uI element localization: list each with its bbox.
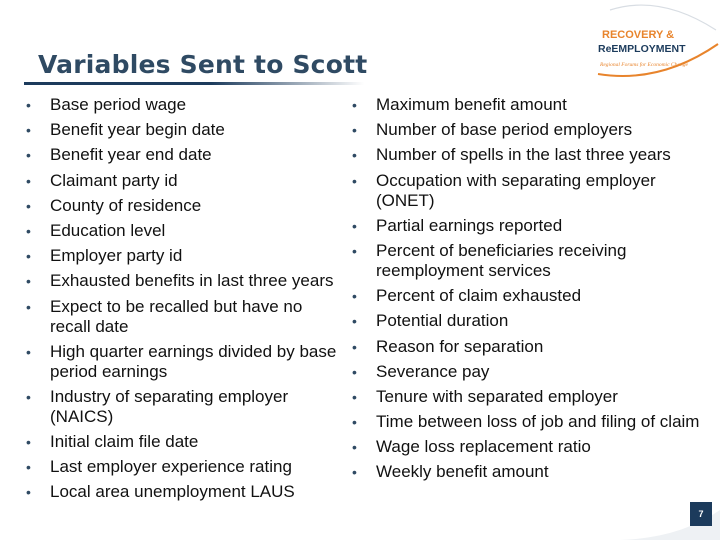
list-item-text: Exhausted benefits in last three years [50,271,334,291]
list-item-text: Percent of beneficiaries receiving reemployment services [376,240,627,280]
list-item [24,95,344,115]
bullet-icon: • [26,122,31,139]
bullet-icon: • [26,248,31,265]
list-item [350,337,715,357]
bullet-icon: • [26,484,31,501]
bullet-icon: • [26,172,31,189]
bullet-icon: • [26,434,31,451]
logo-line1: RECOVERY & [602,29,675,41]
bullet-icon: • [26,222,31,239]
bullet-icon: • [352,172,357,189]
bullet-icon: • [352,338,357,355]
bullet-icon: • [26,343,31,360]
list-item [350,462,715,482]
bullet-icon: • [26,298,31,315]
list-item [24,342,344,382]
list-item-text: Wage loss replacement ratio [376,437,591,457]
list-item [24,145,344,165]
list-item-text: Time between loss of job and filing of claim [376,412,700,432]
list-item [350,437,715,457]
list-item-text: Number of spells in the last three years [376,145,671,165]
list-item [24,271,344,291]
bullet-icon: • [352,388,357,405]
list-item [24,246,344,266]
list-item [24,297,344,337]
title-underline [24,82,364,85]
list-item-text: Industry of separating employer (NAICS) [50,386,289,426]
bullet-icon: • [26,388,31,405]
list-item-text: Percent of claim exhausted [376,286,582,306]
right-variable-list [350,95,715,488]
list-item-text: Benefit year end date [50,145,212,165]
list-item-text: Local area unemployment LAUS [50,482,295,502]
list-item-text: High quarter earnings divided by base period earnings [50,341,337,381]
list-item-text: Benefit year begin date [50,120,225,140]
bullet-icon: • [352,439,357,456]
logo-line2: ReEMPLOYMENT [598,43,686,55]
list-item-text: Expect to be recalled but have no recall date [50,296,303,336]
bullet-icon: • [352,313,357,330]
list-item [350,120,715,140]
list-item [24,221,344,241]
list-item [24,196,344,216]
list-item-text: County of residence [50,195,202,215]
bullet-icon: • [352,217,357,234]
recovery-reemployment-logo [590,0,720,82]
list-item [350,362,715,382]
list-item [24,387,344,427]
list-item-text: Claimant party id [50,170,178,190]
list-item-text: Employer party id [50,246,183,266]
list-item-text: Severance pay [376,361,490,381]
list-item-text: Number of base period employers [376,120,633,140]
list-item-text: Tenure with separated employer [376,386,618,406]
bullet-icon: • [352,414,357,431]
list-item-text: Base period wage [50,95,187,114]
list-item [350,95,715,115]
list-item-text: Potential duration [376,311,509,331]
list-item [350,216,715,236]
list-item [350,171,715,211]
list-item-text: Weekly benefit amount [376,462,549,482]
bullet-icon: • [26,273,31,290]
bullet-icon: • [26,147,31,164]
list-item [24,171,344,191]
list-item [24,482,344,502]
list-item [350,145,715,165]
bullet-icon: • [352,464,357,481]
list-item-text: Initial claim file date [50,432,199,452]
list-item-text: Maximum benefit amount [376,95,567,114]
bullet-icon: • [352,97,357,113]
list-item [24,432,344,452]
logo-tagline: Regional Forums for Economic Change [600,62,688,68]
slide-title: Variables Sent to Scott [38,50,368,79]
bullet-icon: • [352,147,357,164]
list-item-text: Education level [50,220,166,240]
list-item [24,457,344,477]
left-variable-list [24,95,344,508]
bullet-icon: • [352,288,357,305]
list-item [350,387,715,407]
bullet-icon: • [26,97,31,113]
list-item [350,412,715,432]
list-item [350,311,715,331]
bullet-icon: • [26,459,31,476]
page-number: 7 [690,502,712,526]
bullet-icon: • [352,242,357,259]
list-item [24,120,344,140]
list-item-text: Last employer experience rating [50,457,292,477]
list-item [350,241,715,281]
list-item-text: Partial earnings reported [376,215,563,235]
bullet-icon: • [352,363,357,380]
list-item-text: Reason for separation [376,336,544,356]
bullet-icon: • [26,197,31,214]
bullet-icon: • [352,122,357,139]
list-item-text: Occupation with separating employer (ONET) [376,170,656,210]
list-item [350,286,715,306]
